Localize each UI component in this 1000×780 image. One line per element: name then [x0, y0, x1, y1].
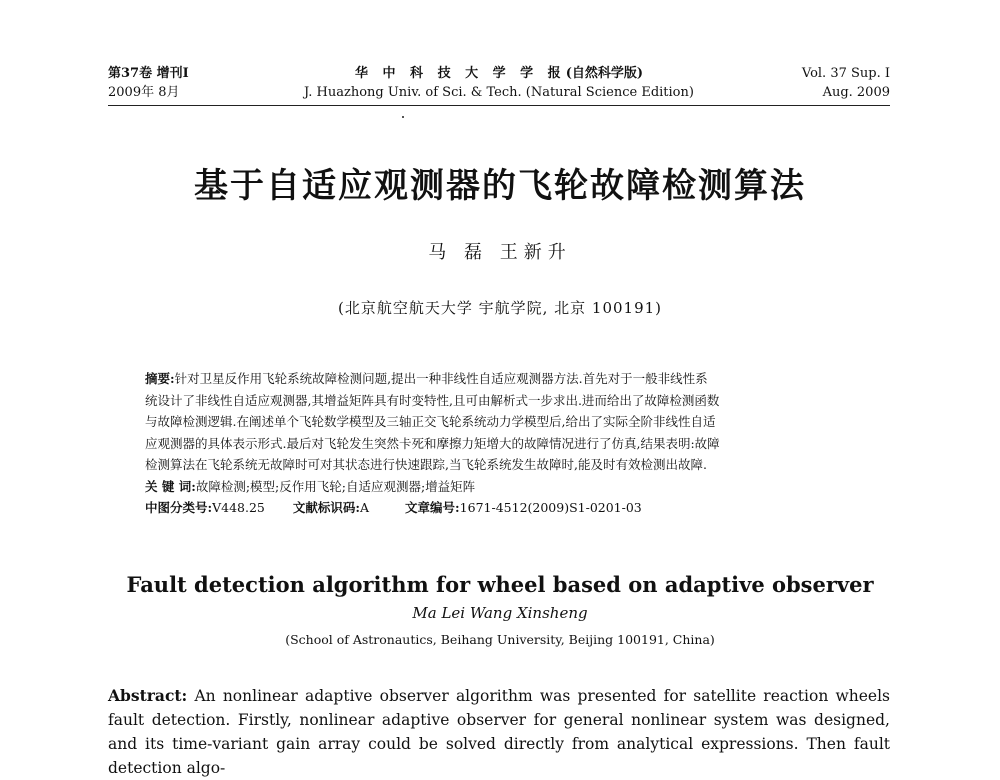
abstract-cn-line-2: 统设计了非线性自适应观测器,其增益矩阵具有时变特性,且可由解析式一步求出.进而给出了故障检测函数 [145, 392, 720, 408]
keywords-cn [145, 476, 857, 498]
clc-value: V448.25 [212, 500, 265, 515]
journal-name [108, 64, 890, 102]
volume-info-en [802, 64, 890, 102]
journal-name-cn: 华 中 科 技 大 学 学 报 [355, 66, 566, 81]
header-divider [108, 105, 890, 106]
abstract-cn-line-1: 摘要:针对卫星反作用飞轮系统故障检测问题,提出一种非线性自适应观测器方法.首先对于一般非线性系 [145, 371, 708, 386]
volume-issue: 第37卷 增刊Ⅰ [108, 66, 189, 81]
paper-title-cn: 基于自适应观测器的飞轮故障检测算法 [194, 166, 806, 206]
abstract-en [108, 684, 890, 780]
journal-name-en: J. Huazhong Univ. of Sci. & Tech. (Natural Science Edition) [304, 85, 694, 100]
classification-codes [145, 497, 857, 519]
authors-en: Ma Lei Wang Xinsheng [412, 604, 588, 622]
abstract-cn-label: 摘要: [145, 371, 175, 386]
affiliation-cn: (北京航空航天大学 宇航学院, 北京 100191) [337, 299, 663, 317]
article-number-value: 1671-4512(2009)S1-0201-03 [459, 500, 642, 515]
article-number-label: 文章编号: [405, 500, 460, 515]
journal-header [108, 64, 890, 106]
abstract-cn-line-3: 与故障检测逻辑.在阐述单个飞轮数学模型及三轴正交飞轮系统动力学模型后,给出了实际全阶非线性自适 [145, 414, 716, 429]
paper-title-en: Fault detection algorithm for wheel based on adaptive observer [126, 572, 874, 597]
publication-date: 2009年 8月 [108, 85, 180, 100]
abstract-en-text: An nonlinear adaptive observer algorithm was presented for satellite reaction wheels fault detection. Firstly, nonlinear adaptive observer for general nonlinear system was designed, and its time-variant gain array could be solved directly from analytical expressions. Then fault detection algo- [108, 687, 890, 777]
abstract-cn-line-4: 应观测器的具体表示形式.最后对飞轮发生突然卡死和摩擦力矩增大的故障情况进行了仿真,结果表明:故障 [145, 435, 720, 451]
abstract-cn [145, 368, 857, 519]
authors-cn: 马 磊 王新升 [428, 242, 572, 263]
abstract-en-label: Abstract: [108, 686, 188, 705]
abstract-cn-line-5: 检测算法在飞轮系统无故障时可对其状态进行快速跟踪,当飞轮系统发生故障时,能及时有效检测出故障. [145, 457, 707, 472]
volume-issue-en: Vol. 37 Sup. Ⅰ [801, 66, 890, 81]
journal-edition-cn: (自然科学版) [565, 66, 643, 81]
affiliation-en: (School of Astronautics, Beihang University, Beijing 100191, China) [285, 632, 715, 647]
scan-speck [402, 116, 404, 118]
doc-code-value: A [360, 500, 370, 515]
keywords-cn-label: 关 键 词: [145, 478, 196, 494]
clc-label: 中图分类号: [145, 500, 213, 515]
doc-code-label: 文献标识码: [292, 500, 361, 515]
keywords-cn-text: 故障检测;模型;反作用飞轮;自适应观测器;增益矩阵 [195, 478, 476, 494]
publication-date-en: Aug. 2009 [822, 85, 890, 100]
